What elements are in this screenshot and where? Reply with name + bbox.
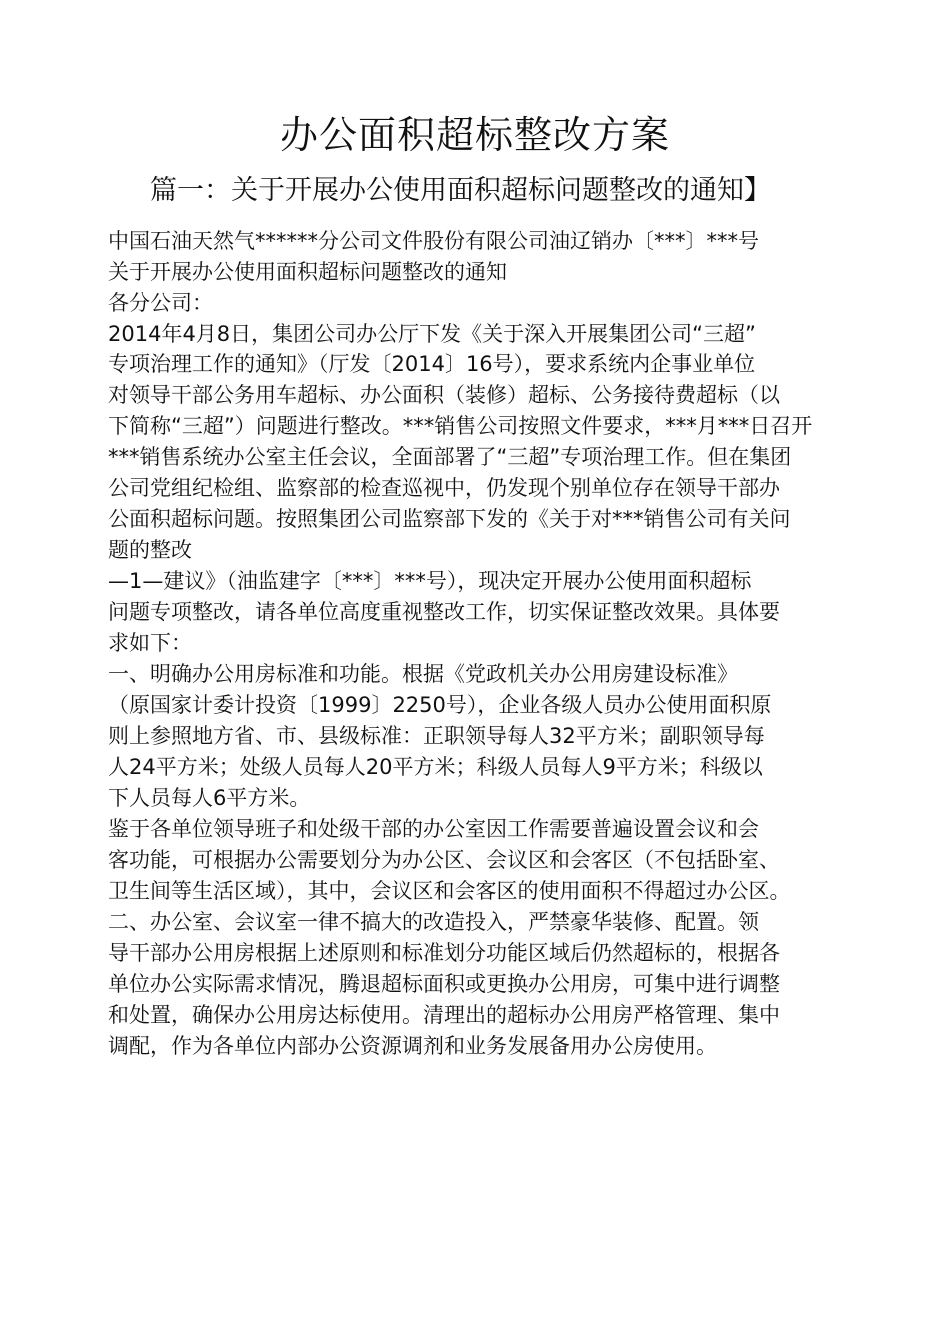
text-line: 鉴于各单位领导班子和处级干部的办公室因工作需要普遍设置会议和会 <box>108 817 759 841</box>
text-line: 客功能，可根据办公需要划分为办公区、会议区和会客区（不包括卧室、 <box>108 848 780 872</box>
text-line: 卫生间等生活区域），其中，会议区和会客区的使用面积不得超过办公区。 <box>108 879 791 903</box>
text-line: 中国石油天然气******分公司文件股份有限公司油辽销办〔***〕***号 <box>108 229 759 253</box>
text-line: 和处置，确保办公用房达标使用。清理出的超标办公用房严格管理、集中 <box>108 1003 780 1027</box>
text-line: 公司党组纪检组、监察部的检查巡视中，仍发现个别单位存在领导干部办 <box>108 476 780 500</box>
text-line: 对领导干部公务用车超标、办公面积（装修）超标、公务接待费超标（以 <box>108 383 780 407</box>
text-line: 问题专项整改，请各单位高度重视整改工作，切实保证整改效果。具体要 <box>108 600 780 624</box>
text-line: ***销售系统办公室主任会议，全面部署了“三超”专项治理工作。但在集团 <box>108 445 792 469</box>
text-line: 下人员每人6平方米。 <box>108 786 311 810</box>
text-line: 求如下： <box>108 631 192 655</box>
text-line: —1—建议》（油监建字〔***〕***号），现决定开展办公使用面积超标 <box>108 569 752 593</box>
text-line: （原国家计委计投资〔1999〕2250号），企业各级人员办公使用面积原 <box>108 693 772 717</box>
text-line: 单位办公实际需求情况，腾退超标面积或更换办公用房，可集中进行调整 <box>108 972 780 996</box>
text-line: 专项治理工作的通知》（厅发〔2014〕16号），要求系统内企事业单位 <box>108 352 756 376</box>
text-line: 下简称“三超”）问题进行整改。***销售公司按照文件要求，***月***日召开 <box>108 414 813 438</box>
text-line: 2014年4月8日，集团公司办公厅下发《关于深入开展集团公司“三超” <box>108 322 756 346</box>
text-line: 二、办公室、会议室一律不搞大的改造投入，严禁豪华装修、配置。领 <box>108 910 759 934</box>
text-line: 导干部办公用房根据上述原则和标准划分功能区域后仍然超标的，根据各 <box>108 941 780 965</box>
text-line: 人24平方米；处级人员每人20平方米；科级人员每人9平方米；科级以 <box>108 755 763 779</box>
document-subtitle: 篇一：关于开展办公使用面积超标问题整改的通知】 <box>150 175 771 206</box>
text-line: 公面积超标问题。按照集团公司监察部下发的《关于对***销售公司有关问 <box>108 507 791 531</box>
text-line: 各分公司： <box>108 291 213 315</box>
text-line: 一、明确办公用房标准和功能。根据《党政机关办公用房建设标准》 <box>108 662 738 686</box>
document-title: 办公面积超标整改方案 <box>279 113 670 157</box>
text-line: 调配，作为各单位内部办公资源调剂和业务发展备用办公房使用。 <box>108 1034 717 1058</box>
text-line: 关于开展办公使用面积超标问题整改的通知 <box>108 260 507 284</box>
text-line: 题的整改 <box>108 538 192 562</box>
text-line: 则上参照地方省、市、县级标准：正职领导每人32平方米；副职领导每 <box>108 724 765 748</box>
